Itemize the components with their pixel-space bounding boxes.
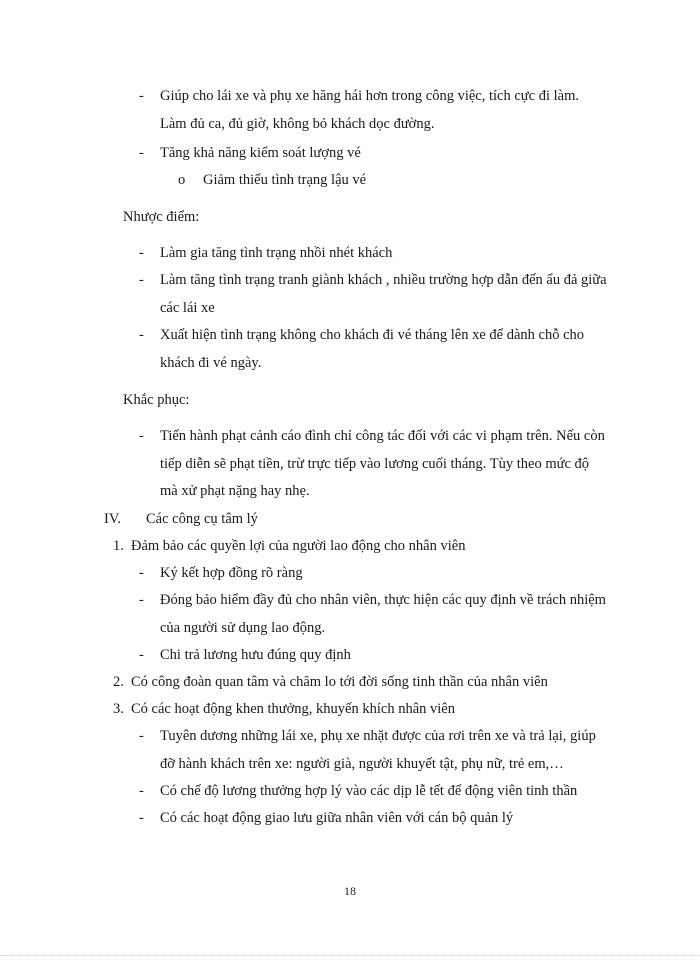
item-3a-line-2: đỡ hành khách trên xe: người già, người khuyết tật, phụ nữ, trẻ em,…: [160, 756, 564, 772]
bullet-dash: -: [139, 810, 144, 826]
section-title: Các công cụ tâm lý: [146, 511, 258, 527]
advantage-2: Tăng khả năng kiểm soát lượng vé: [160, 145, 361, 161]
disadvantage-2-line-1: Làm tăng tình trạng tranh giành khách , nhiều trường hợp dẫn đến ẩu đả giữa: [160, 272, 607, 288]
bullet-dash: -: [139, 592, 144, 608]
bullet-dash: -: [139, 272, 144, 288]
bullet-dash: -: [139, 145, 144, 161]
remedy-line-3: mà xử phạt nặng hay nhẹ.: [160, 483, 310, 499]
bullet-dash: -: [139, 565, 144, 581]
disadvantage-3-line-1: Xuất hiện tình trạng không cho khách đi vé tháng lên xe để dành chỗ cho: [160, 327, 585, 343]
bullet-dash: -: [139, 783, 144, 799]
heading-khac-phuc: Khắc phục:: [123, 392, 190, 408]
advantage-1-line-1: Giúp cho lái xe và phụ xe hăng hái hơn trong công việc, tích cực đi làm.: [160, 88, 579, 104]
item-1c: Chi trả lương hưu đúng quy định: [160, 647, 351, 663]
item-3-text: Có các hoạt động khen thưởng, khuyến khích nhân viên: [131, 701, 455, 717]
bullet-dash: -: [139, 428, 144, 444]
item-1a: Ký kết hợp đồng rõ ràng: [160, 565, 303, 581]
disadvantage-1: Làm gia tăng tình trạng nhồi nhét khách: [160, 245, 393, 261]
heading-nhuoc-diem: Nhược điểm:: [123, 209, 200, 225]
bullet-dash: -: [139, 245, 144, 261]
page-bottom-border: [0, 955, 700, 956]
bullet-dash: -: [139, 327, 144, 343]
item-1-text: Đảm bảo các quyền lợi của người lao động cho nhân viên: [131, 538, 466, 554]
bullet-dash: -: [139, 88, 144, 104]
section-number: IV.: [104, 511, 122, 527]
item-1-number: 1.: [113, 538, 124, 554]
bullet-dash: -: [139, 728, 144, 744]
item-1b-line-2: của người sử dụng lao động.: [160, 620, 326, 636]
remedy-line-1: Tiến hành phạt cảnh cáo đình chỉ công tác đối với các vi phạm trên. Nếu còn: [160, 428, 605, 444]
item-3b: Có chế độ lương thưởng hợp lý vào các dịp lễ tết để động viên tinh thần: [160, 783, 578, 799]
item-3a-line-1: Tuyên dương những lái xe, phụ xe nhặt được của rơi trên xe và trả lại, giúp: [160, 728, 596, 744]
item-3-number: 3.: [113, 701, 124, 717]
bullet-o: o: [178, 172, 186, 188]
item-2-text: Có công đoàn quan tâm và chăm lo tới đời sống tinh thần của nhân viên: [131, 674, 548, 690]
page-number: 18: [344, 884, 356, 898]
item-2-number: 2.: [113, 674, 124, 690]
advantage-2-sub: Giảm thiểu tình trạng lậu vé: [203, 172, 367, 188]
item-1b-line-1: Đóng bảo hiểm đầy đủ cho nhân viên, thực hiện các quy định về trách nhiệm: [160, 592, 606, 608]
bullet-dash: -: [139, 647, 144, 663]
disadvantage-3-line-2: khách đi vé ngày.: [160, 355, 262, 371]
disadvantage-2-line-2: các lái xe: [160, 300, 215, 316]
item-3c: Có các hoạt động giao lưu giữa nhân viên với cán bộ quản lý: [160, 810, 514, 826]
advantage-1-line-2: Làm đủ ca, đủ giờ, không bỏ khách dọc đường.: [160, 116, 435, 132]
remedy-line-2: tiếp diễn sẽ phạt tiền, trừ trực tiếp vào lương cuối tháng. Tùy theo mức độ: [160, 456, 590, 472]
